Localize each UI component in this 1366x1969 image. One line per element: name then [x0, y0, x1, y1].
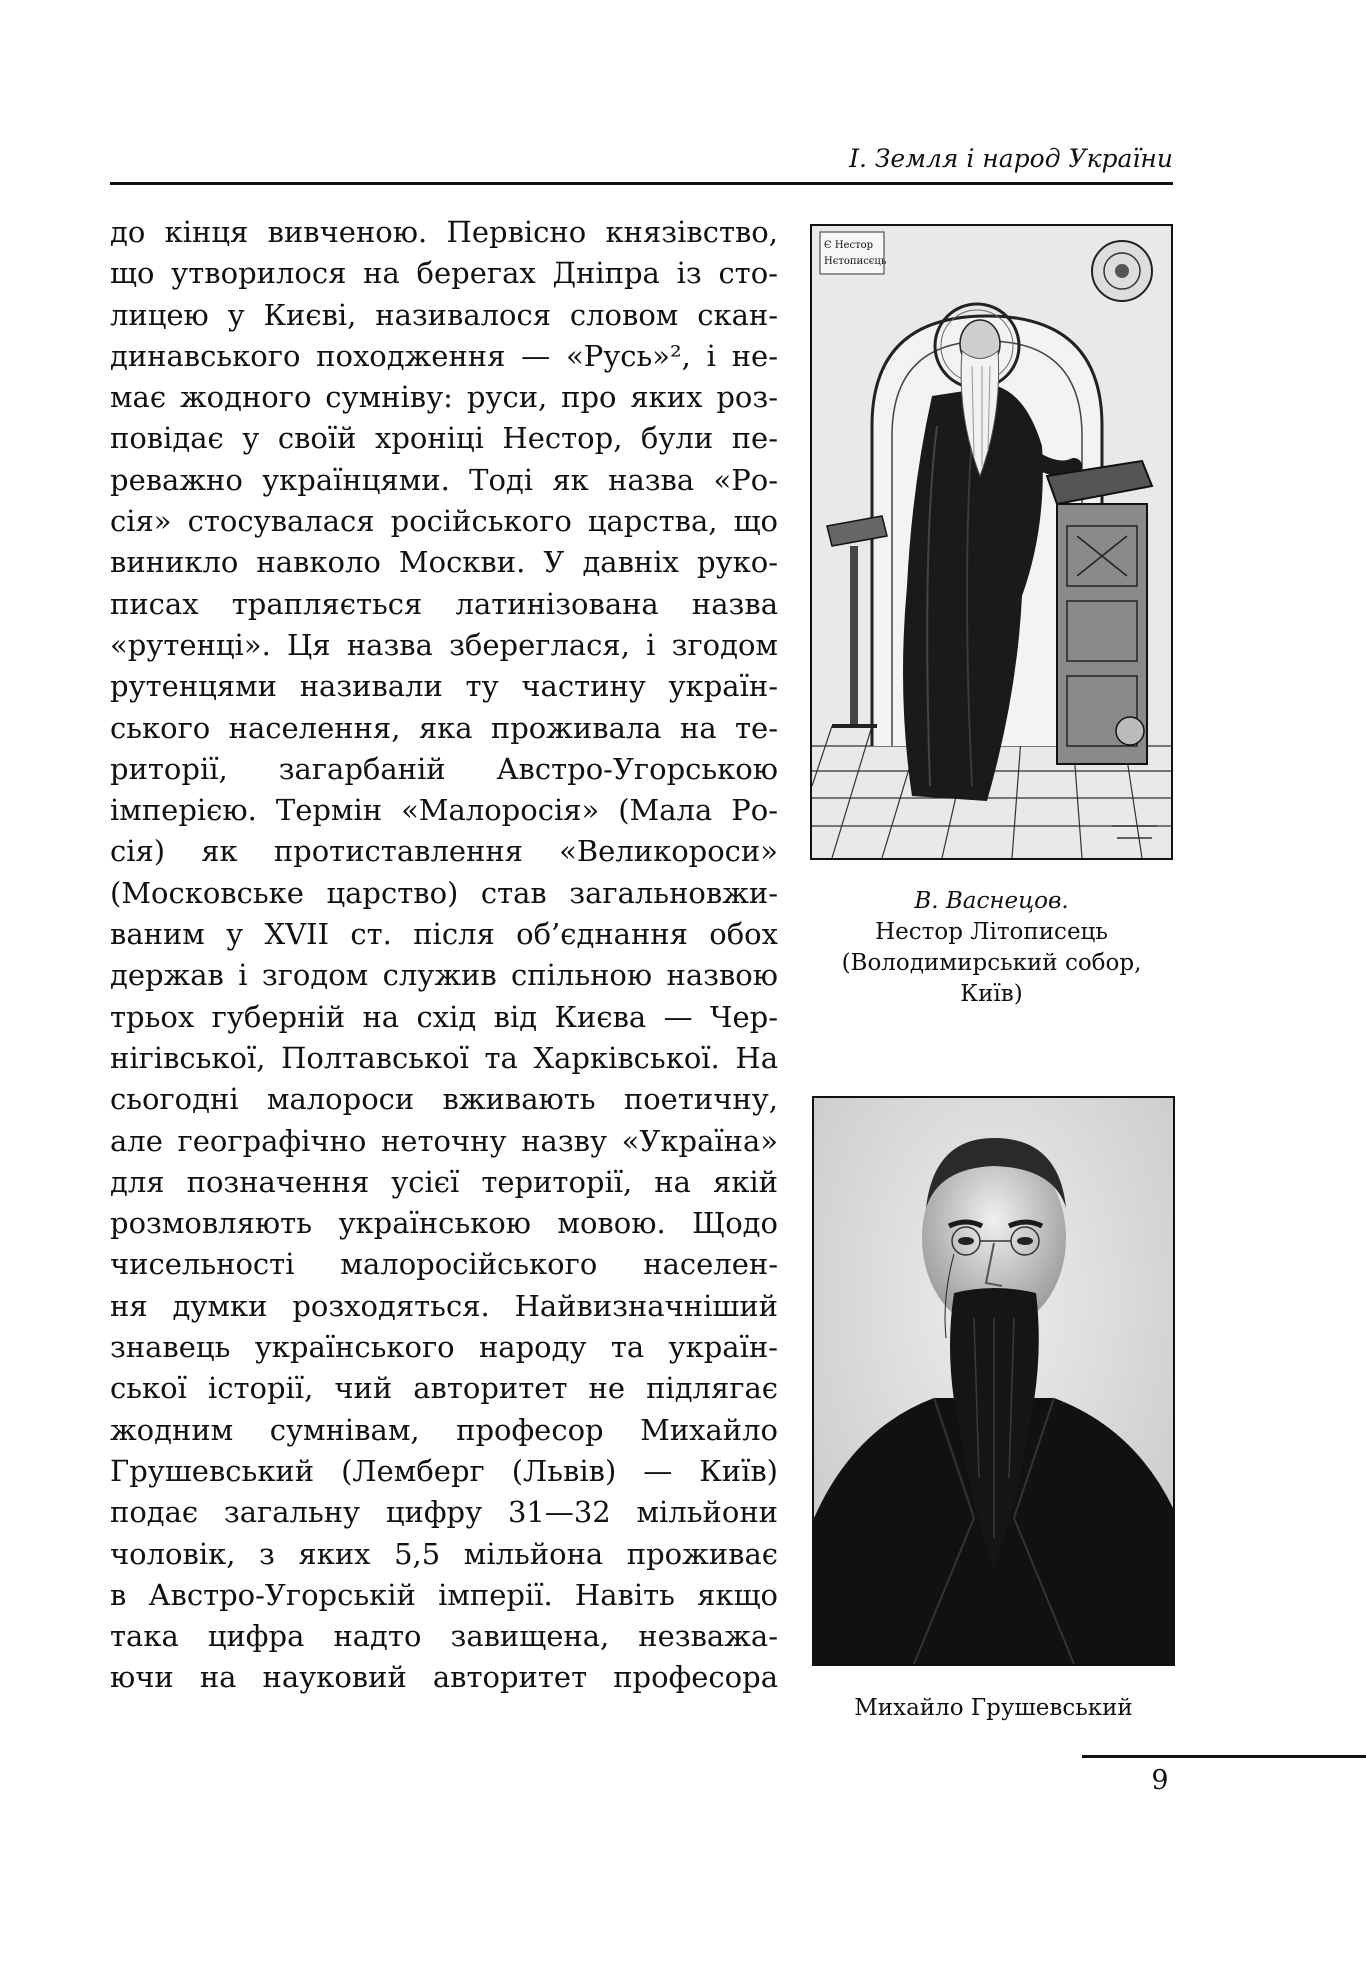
footer-rule: [1082, 1755, 1366, 1758]
body-line: чоловік, з яких 5,5 мільйона проживає: [110, 1536, 778, 1571]
body-line: ня думки розходяться. Найвизначніший: [110, 1288, 778, 1323]
caption-author: В. Васнецов.: [914, 888, 1069, 914]
body-line: (Московське царство) став загальновжи-: [110, 875, 778, 910]
body-line: реважно українцями. Тоді як назва «Ро-: [110, 462, 778, 497]
body-line: держав і згодом служив спільною назвою: [110, 958, 778, 993]
body-line: що утворилося на берегах Дніпра із сто-: [110, 256, 778, 291]
painting-inscription-1: Є Нестор: [824, 240, 874, 251]
body-line: нігівської, Полтавської та Харківської. На: [110, 1040, 778, 1075]
body-line: має жодного сумніву: руси, про яких роз-: [110, 380, 778, 415]
body-line: ської історії, чий авторитет не підлягає: [110, 1371, 778, 1406]
body-line: ваним у XVII ст. після об’єднання обох: [110, 917, 778, 952]
nestor-painting: [810, 224, 1173, 860]
body-line: рутенцями називали ту частину україн-: [110, 669, 778, 704]
body-line: в Австро-Угорській імперії. Навіть якщо: [110, 1577, 778, 1612]
body-line: до кінця вивченою. Первісно князівство,: [110, 215, 778, 249]
body-line: ючи на науковий авторитет професора: [110, 1660, 778, 1695]
body-line: Грушевський (Лемберг (Львів) — Київ): [110, 1453, 778, 1488]
running-head: І. Земля і народ України: [849, 144, 1173, 173]
body-line: «рутенці». Ця назва збереглася, і згодом: [110, 627, 778, 662]
caption-city: Київ): [960, 981, 1023, 1007]
body-line: повідає у своїй хроніці Нестор, були пе-: [110, 421, 778, 456]
body-line: знавець українського народу та україн-: [110, 1330, 778, 1365]
body-line: подає загальну цифру 31—32 мільйони: [110, 1495, 778, 1530]
header-rule: [110, 182, 1173, 185]
body-text: [110, 212, 778, 1699]
body-line: лицею у Києві, називалося словом скан-: [110, 297, 778, 332]
body-line: розмовляють українською мовою. Щодо: [110, 1206, 778, 1241]
body-line: чисельності малоросійського населен-: [110, 1247, 778, 1282]
body-line: імперією. Термін «Малоросія» (Мала Ро-: [110, 793, 778, 828]
body-line: сія) як протиставлення «Великороси»: [110, 834, 778, 869]
body-line: трьох губерній на схід від Києва — Чер-: [110, 999, 778, 1034]
body-line: жодним сумнівам, професор Михайло: [110, 1412, 778, 1447]
body-line: але географічно неточну назву «Україна»: [110, 1123, 778, 1158]
hrushevsky-portrait-photo: [814, 1098, 1173, 1664]
page-number: 9: [1151, 1765, 1169, 1796]
hrushevsky-portrait: [812, 1096, 1175, 1666]
nestor-painting-illustration: [812, 226, 1171, 858]
caption-title: Нестор Літописець: [875, 919, 1108, 945]
body-line: сія» стосувалася російського царства, що: [110, 504, 778, 539]
caption-location: (Володимирський собор,: [841, 950, 1142, 976]
hrushevsky-caption: Михайло Грушевський: [854, 1695, 1133, 1721]
body-line: динавського походження — «Русь»², і не-: [110, 338, 778, 373]
body-line: сьогодні малороси вживають поетичну,: [110, 1082, 778, 1117]
nestor-caption: [810, 886, 1173, 1010]
body-line: ського населення, яка проживала на те-: [110, 710, 778, 745]
body-line: виникло навколо Москви. У давніх руко-: [110, 545, 778, 580]
body-line: для позначення усієї території, на якій: [110, 1164, 778, 1199]
body-line: риторії, загарбаній Австро-Угорською: [110, 751, 778, 786]
painting-inscription-2: Нєтописєць: [824, 256, 887, 267]
body-line: така цифра надто завищена, незважа-: [110, 1619, 778, 1654]
body-line: писах трапляється латинізована назва: [110, 586, 778, 621]
